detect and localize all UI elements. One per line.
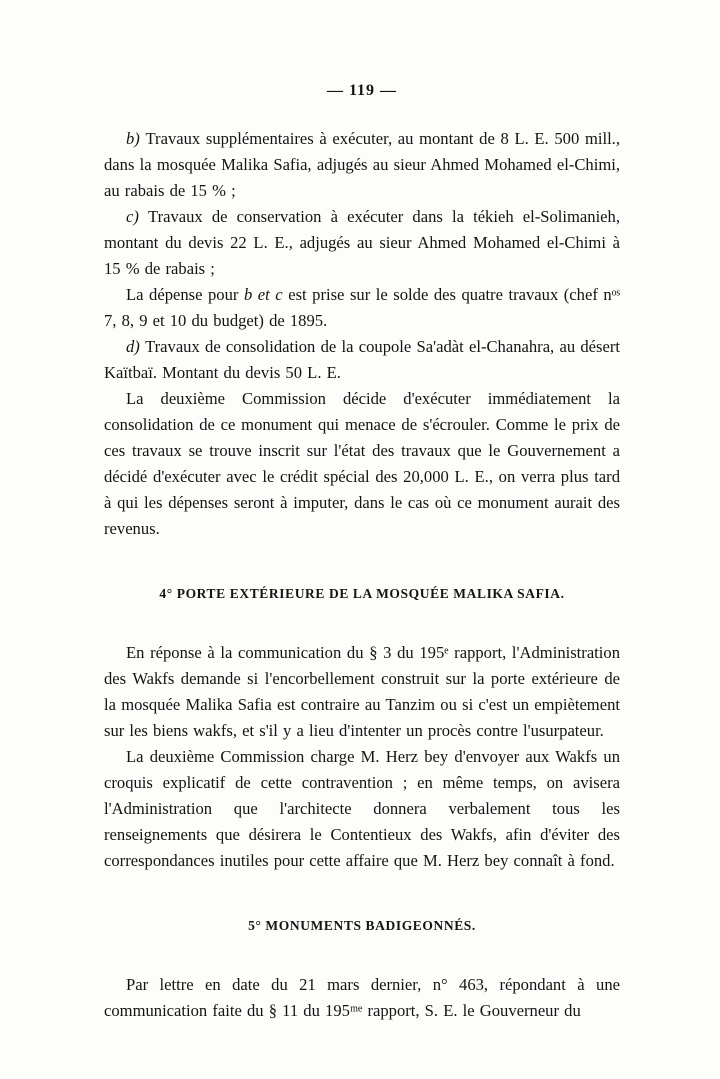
paragraph-text: Travaux de consolidation de la coupole Sa'adàt el-Chanahra, au désert Kaïtbaï. Montant du devis 50 L. E.: [104, 337, 620, 382]
paragraph-text: est prise sur le solde des quatre travaux (chef nᵒˢ 7, 8, 9 et 10 du budget) de 1895.: [104, 285, 620, 330]
paragraph-text: La deuxième Commission décide d'exécuter immédiatement la consolidation de ce monument qui menace de s'écrouler. Comme le prix de ces travaux se trouve inscrit sur l'état des travaux que le Gouvernement a décidé d'exécuter avec le crédit spécial des 20,000 L. E., on verra plus tard à qui les dépenses seront à imputer, dans le cas où ce monument aurait des revenus.: [104, 389, 620, 538]
paragraph-lead-letter: c): [126, 207, 149, 226]
paragraph-item-b: [104, 126, 620, 204]
paragraph-item-d: [104, 334, 620, 386]
page-number: — 119 —: [326, 82, 398, 99]
paragraph-text: Travaux supplémentaires à exécuter, au montant de 8 L. E. 500 mill., dans la mosquée Malika Safia, adjugés au sieur Ahmed Mohamed el-Chimi, au rabais de 15 % ;: [104, 129, 620, 200]
paragraph-text: En réponse à la communication du § 3 du 195ᵉ rapport, l'Administration des Wakfs demande si l'encorbellement construit sur la porte extérieure de la mosquée Malika Safia est contraire au Tanzim ou si c'est un empiètement sur les biens wakfs, et s'il y a lieu d'intenter un procès contre l'usurpateur.: [104, 643, 620, 740]
paragraph-item-c: [104, 204, 620, 282]
paragraph-text: Travaux de conservation à exécuter dans la tékieh el-Solimanieh, montant du devis 22 L. E., adjugés au sieur Ahmed Mohamed el-Chimi à 15 % de rabais ;: [104, 207, 620, 278]
section-heading-4: 4° PORTE EXTÉRIEURE DE LA MOSQUÉE MALIKA SAFIA.: [159, 586, 565, 601]
paragraph-commission-decide: [104, 386, 620, 542]
paragraph-text: La deuxième Commission charge M. Herz bey d'envoyer aux Wakfs un croquis explicatif de cette contravention ; en même temps, on avisera l'Administration que l'architecte donnera verbalement tous les renseignements que désirera le Contentieux des Wakfs, afin d'éviter des correspondances inutiles pour cette affaire que M. Herz bey connaît à fond.: [104, 747, 620, 870]
paragraph-text: Par lettre en date du 21 mars dernier, n° 463, répondant à une communication faite du § 11 du 195ᵐᵉ rapport, S. E. le Gouverneur du: [104, 975, 620, 1020]
paragraph-lead-letter: d): [126, 337, 146, 356]
section-heading-5: 5° MONUMENTS BADIGEONNÉS.: [248, 918, 476, 933]
paragraph-commission-charge: [104, 744, 620, 874]
paragraph-en-reponse: [104, 640, 620, 744]
paragraph-text: La dépense pour: [126, 285, 244, 304]
paragraph-par-lettre: [104, 972, 620, 1024]
paragraph-lead-letter: b): [126, 129, 146, 148]
paragraph-depense: [104, 282, 620, 334]
paragraph-italic-refs: b et c: [243, 285, 283, 304]
